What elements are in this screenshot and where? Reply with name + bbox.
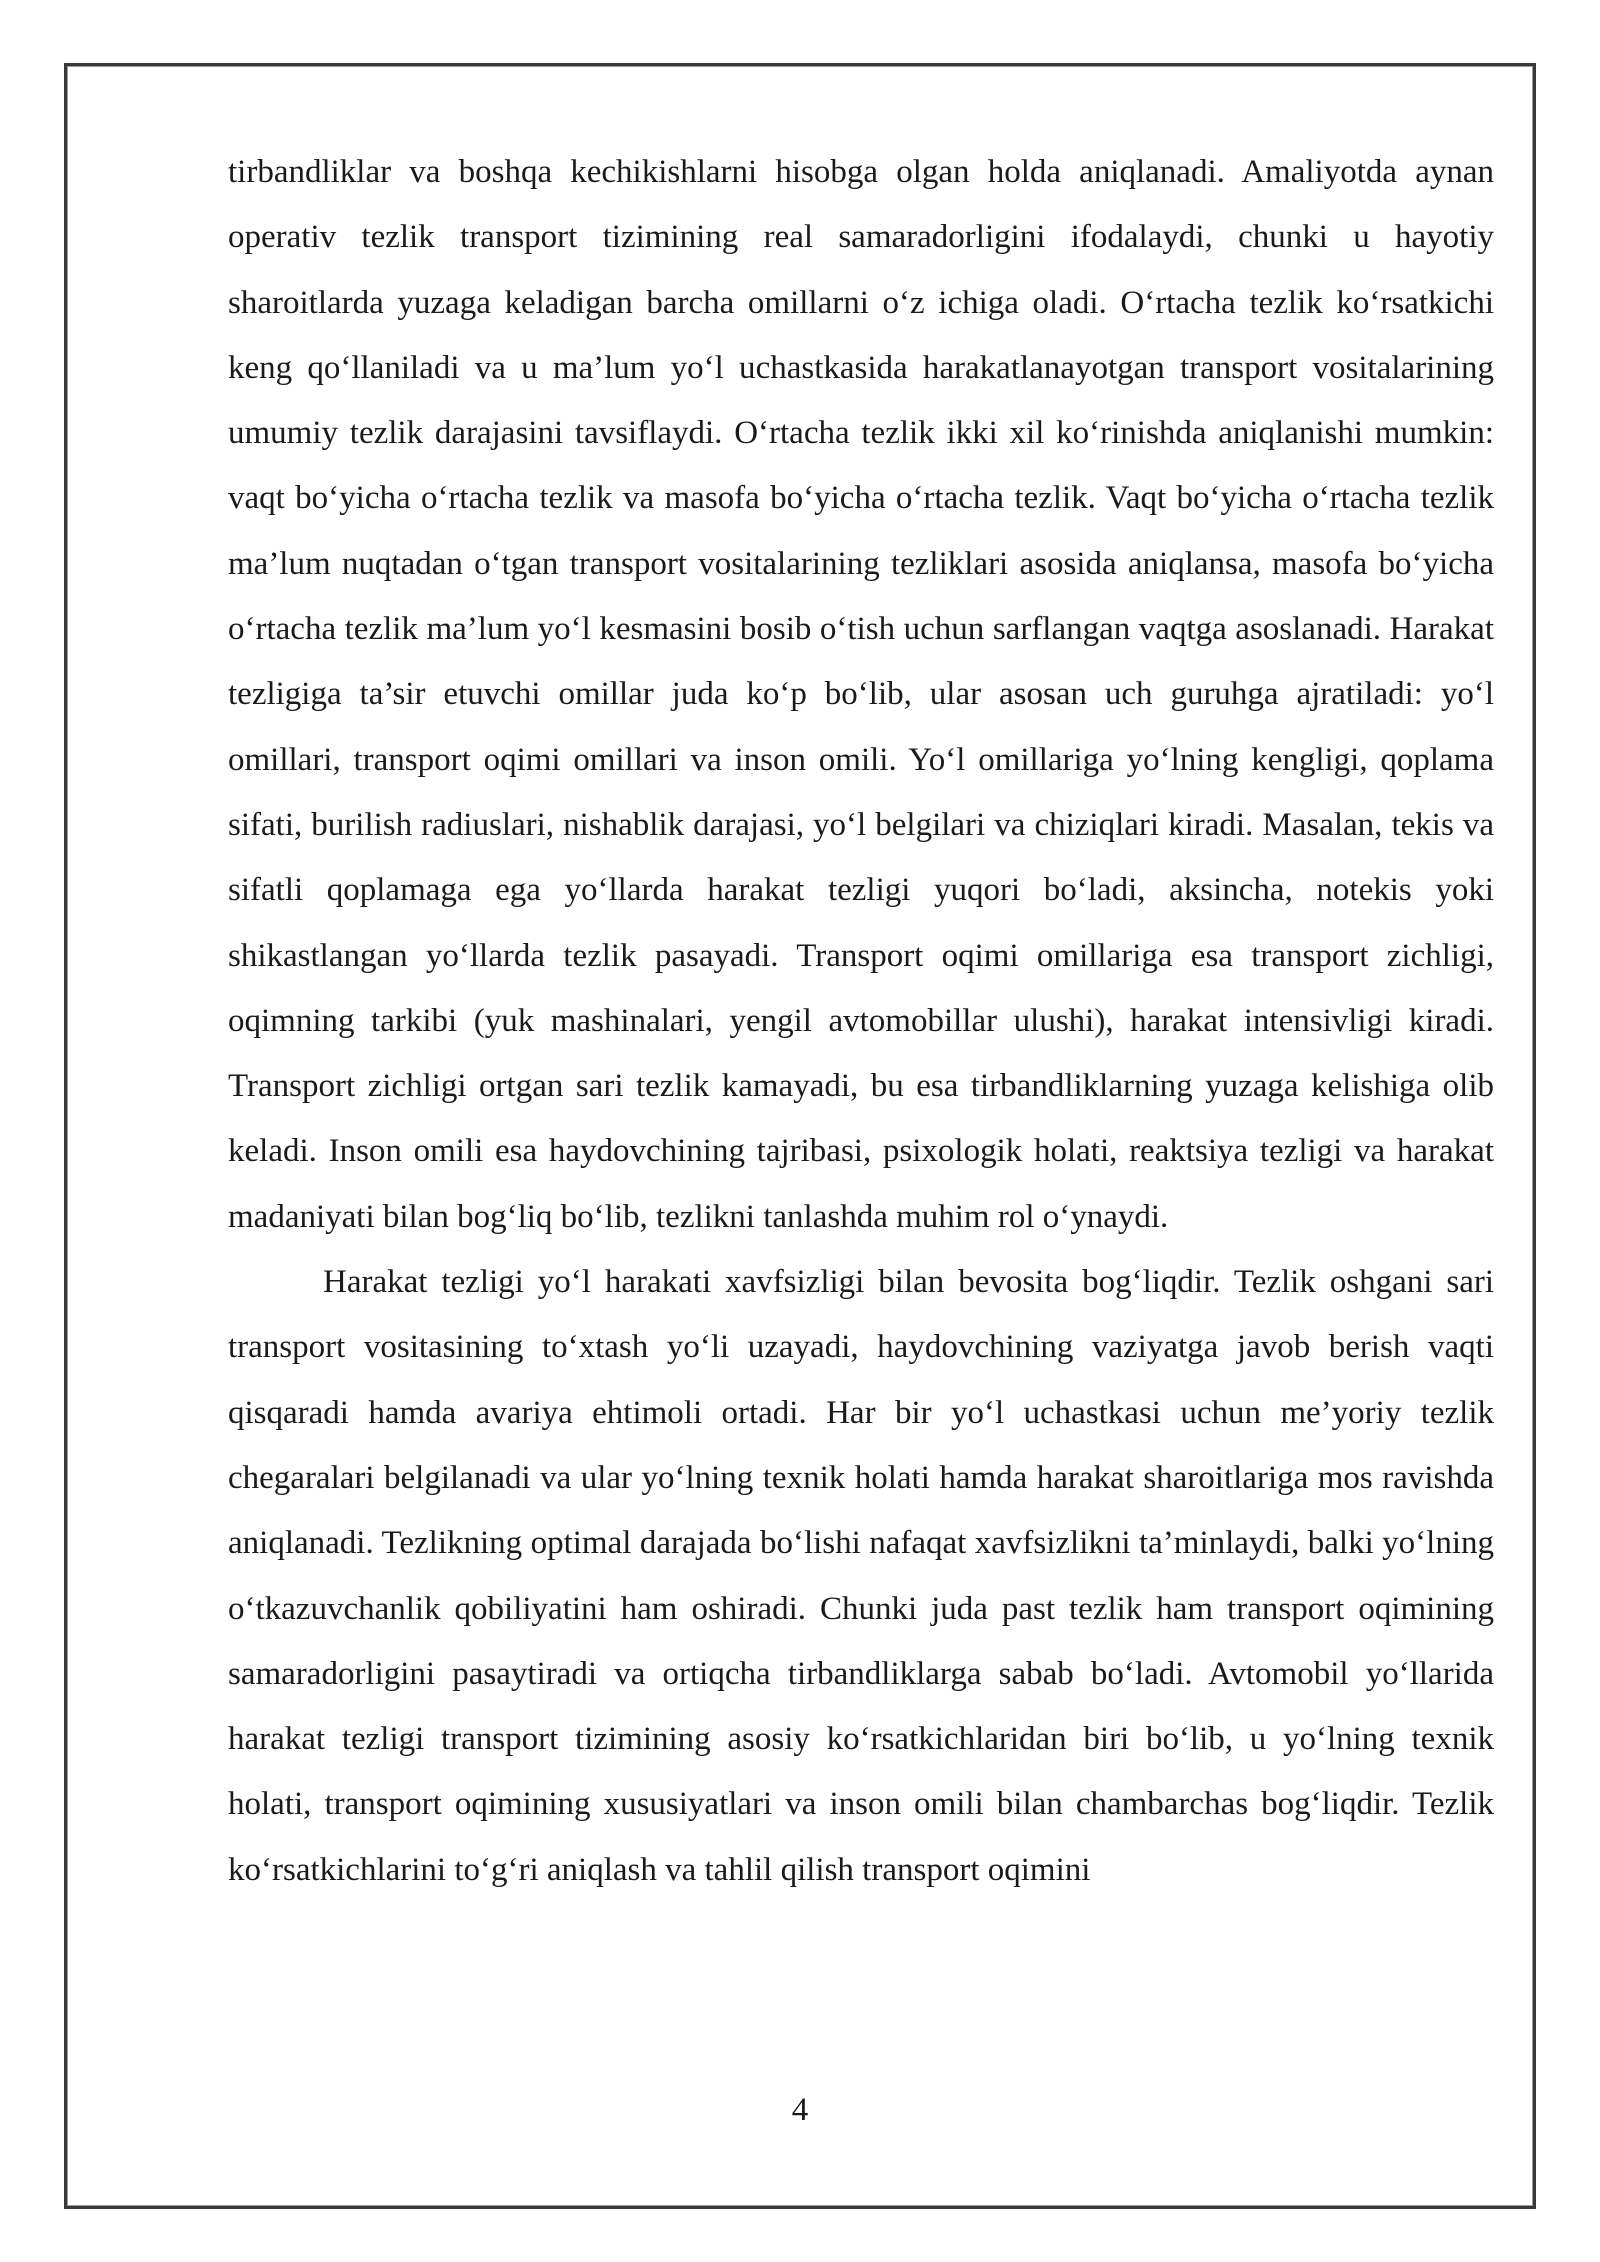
page-number: 4 [791,2092,809,2128]
paragraph-1: tirbandliklar va boshqa kechikishlarni hisobga olgan holda aniqlanadi. Amaliyotda aynan operativ tezlik transport tizimining real samaradorligini ifodalaydi, chunki u hayotiy sharoitlarda yuzaga keladigan barcha omillarni o‘z ichiga oladi. O‘rtacha tezlik ko‘rsatkichi keng qo‘llaniladi va u ma’lum yo‘l uchastkasida harakatlanayotgan transport vositalarining umumiy tezlik darajasini tavsiflaydi. O‘rtacha tezlik ikki xil ko‘rinishda aniqlanishi mumkin: vaqt bo‘yicha o‘rtacha tezlik va masofa bo‘yicha o‘rtacha tezlik. Vaqt bo‘yicha o‘rtacha tezlik ma’lum nuqtadan o‘tgan transport vositalarining tezliklari asosida aniqlansa, masofa bo‘yicha o‘rtacha tezlik ma’lum yo‘l kesmasini bosib o‘tish uchun sarflangan vaqtga asoslanadi. Harakat tezligiga ta’sir etuvchi omillar juda ko‘p bo‘lib, ular asosan uch guruhga ajratiladi: yo‘l omillari, transport oqimi omillari va inson omili. Yo‘l omillariga yo‘lning kengligi, qoplama sifati, burilish radiuslari, nishablik darajasi, yo‘l belgilari va chiziqlari kiradi. Masalan, tekis va sifatli qoplamaga ega yo‘llarda harakat tezligi yuqori bo‘ladi, aksincha, notekis yoki shikastlangan yo‘llarda tezlik pasayadi. Transport oqimi omillariga esa transport zichligi, oqimning tarkibi (yuk mashinalari, yengil avtomobillar ulushi), harakat intensivligi kiradi. Transport zichligi ortgan sari tezlik kamayadi, bu esa tirbandliklarning yuzaga kelishiga olib keladi. Inson omili esa haydovchining tajribasi, psixologik holati, reaktsiya tezligi va harakat madaniyati bilan bog‘liq bo‘lib, tezlikni tanlashda muhim rol o‘ynaydi. [228,154,1494,1235]
paragraph-2: Harakat tezligi yo‘l harakati xavfsizligi bilan bevosita bog‘liqdir. Tezlik oshgani sari transport vositasining to‘xtash yo‘li uzayadi, haydovchining vaziyatga javob berish vaqti qisqaradi hamda avariya ehtimoli ortadi. Har bir yo‘l uchastkasi uchun me’yoriy tezlik chegaralari belgilanadi va ular yo‘lning texnik holati hamda harakat sharoitlariga mos ravishda aniqlanadi. Tezlikning optimal darajada bo‘lishi nafaqat xavfsizlikni ta’minlaydi, balki yo‘lning o‘tkazuvchanlik qobiliyatini ham oshiradi. Chunki juda past tezlik ham transport oqimining samaradorligini pasaytiradi va ortiqcha tirbandliklarga sabab bo‘ladi. Avtomobil yo‘llarida harakat tezligi transport tizimining asosiy ko‘rsatkichlaridan biri bo‘lib, u yo‘lning texnik holati, transport oqimining xususiyatlari va inson omili bilan chambarchas bog‘liqdir. Tezlik ko‘rsatkichlarini to‘g‘ri aniqlash va tahlil qilish transport oqimini [228,1264,1494,1888]
document-body [228,140,1494,1903]
